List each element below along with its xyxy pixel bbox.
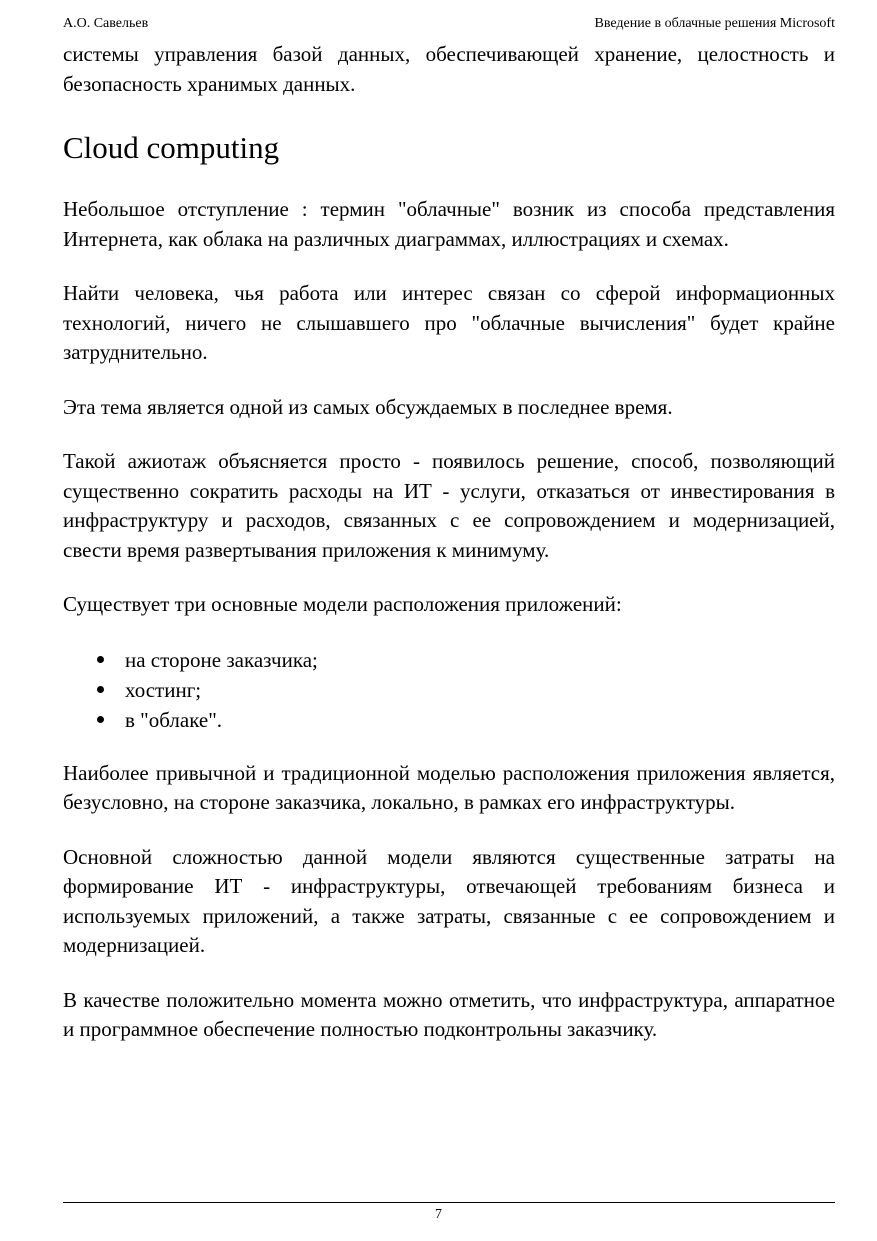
bullet-icon [97,656,104,663]
paragraph-7: Основной сложностью данной модели являются существенные затраты на формирование ИТ - инфраструктуры, отвечающей требованиям бизнеса и используемых приложений, а также затраты, связанные с ее сопровождением и модернизацией. [63,844,835,957]
header-book-title: Введение в облачные решения Microsoft [594,16,835,31]
paragraph-3: Эта тема является одной из самых обсуждаемых в последнее время. [63,394,673,419]
section-heading: Cloud computing [63,130,280,165]
paragraph-8: В качестве положительно момента можно отметить, что инфраструктура, аппаратное и программное обеспечение полностью подконтрольны заказчику. [63,987,835,1041]
bullet-icon [97,716,104,723]
paragraph-6: Наиболее привычной и традиционной моделью расположения приложения является, безусловно, на стороне заказчика, локально, в рамках его инфраструктуры. [63,760,835,814]
running-header [63,14,835,34]
list-item [97,675,835,705]
list-item-text: хостинг; [125,677,202,702]
bullet-icon [97,686,104,693]
page-content [63,40,835,1070]
paragraph-4: Такой ажиотаж объясняется просто - появилось решение, способ, позволяющий существенно сократить расходы на ИТ - услуги, отказаться от инвестирования в инфраструктуру и расходов, связанных с ее сопровождением и модернизацией, свести время развертывания приложения к минимуму. [63,449,835,562]
page-number: 7 [435,1207,442,1222]
models-list [63,645,835,735]
list-item [97,705,835,735]
list-item [97,645,835,675]
list-item-text: в "облаке". [125,707,223,732]
paragraph-1: Небольшое отступление : термин "облачные" возник из способа представления Интернета, как облака на различных диаграммах, иллюстрациях и схемах. [63,197,835,251]
footer-divider [63,1202,835,1203]
intro-paragraph: системы управления базой данных, обеспечивающей хранение, целостность и безопасность хранимых данных. [63,42,835,96]
paragraph-2: Найти человека, чья работа или интерес связан со сферой информационных технологий, ничего не слышавшего про "облачные вычисления" будет крайне затруднительно. [63,281,835,364]
paragraph-5: Существует три основные модели расположения приложений: [63,592,622,616]
list-item-text: на стороне заказчика; [125,647,318,672]
header-author: А.О. Савельев [63,16,149,31]
